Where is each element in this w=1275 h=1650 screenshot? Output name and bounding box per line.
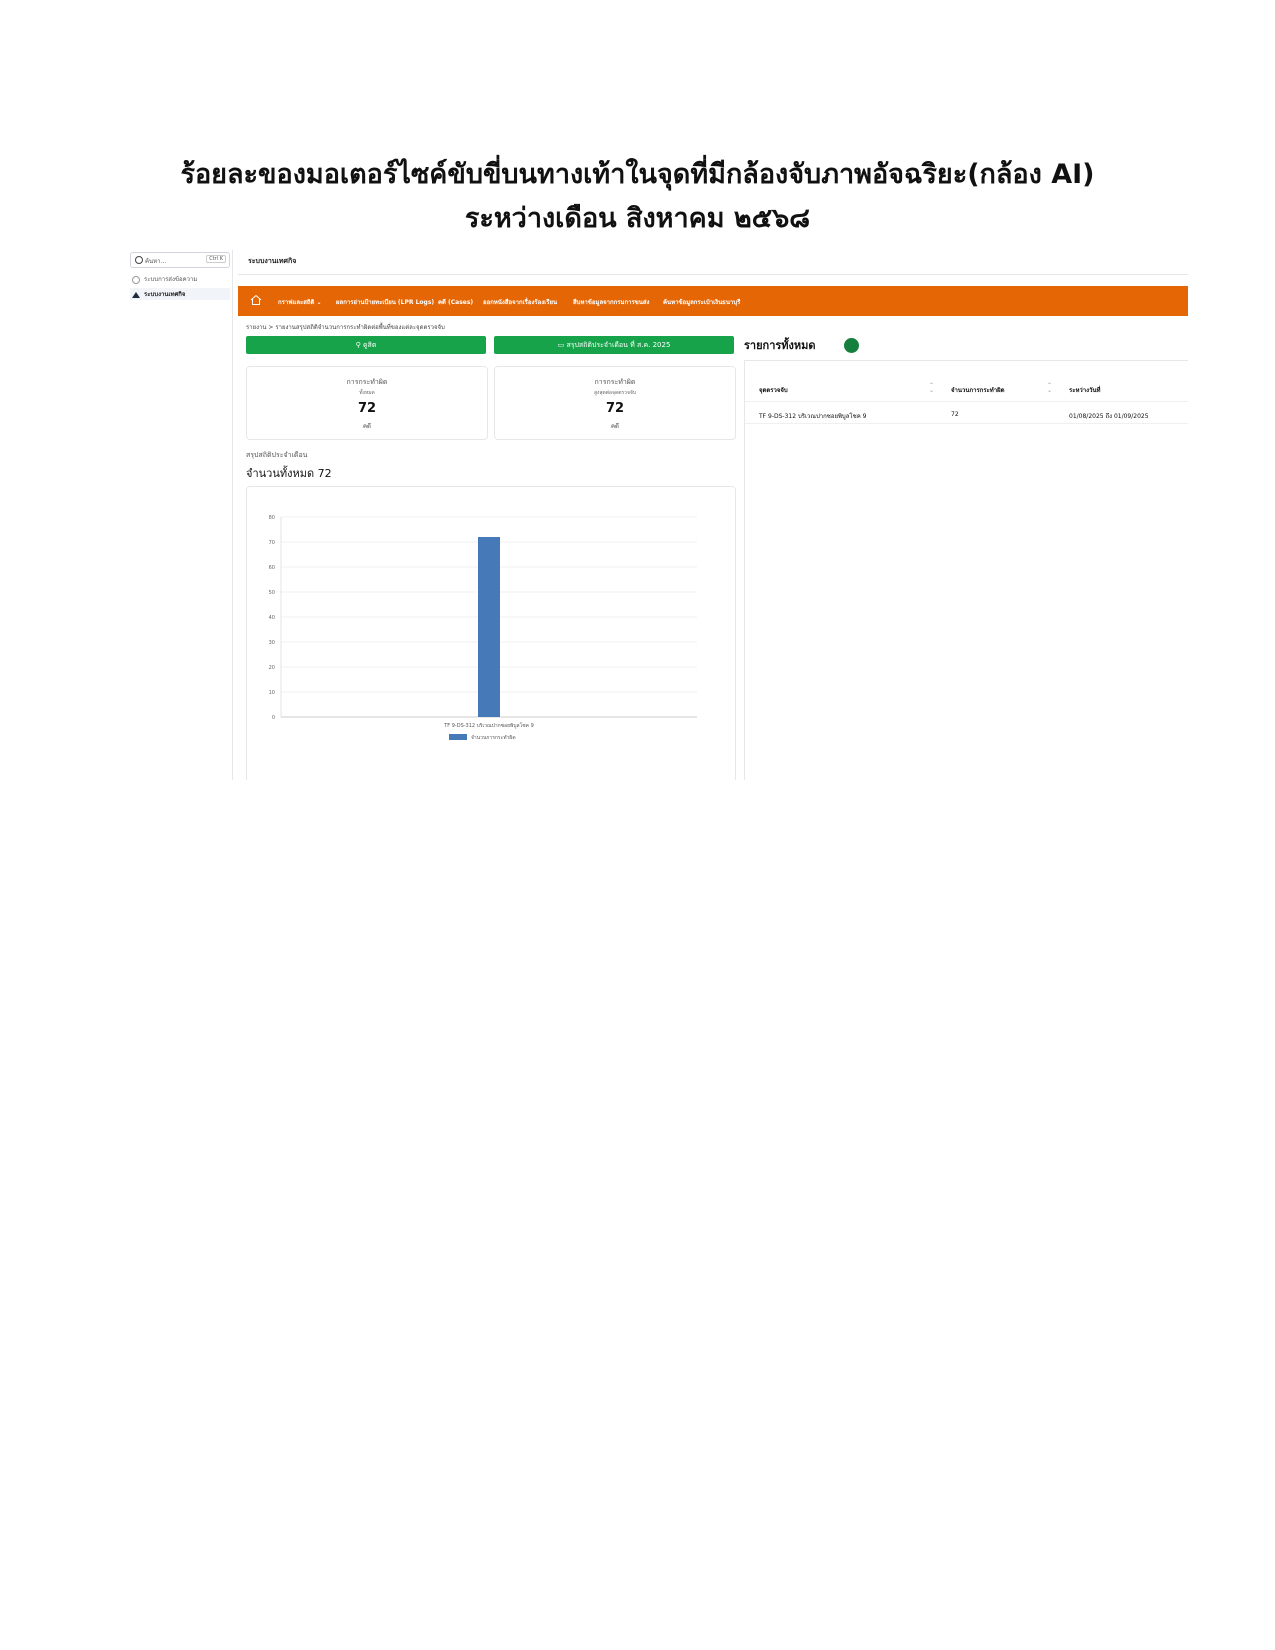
nav-item-wallet-search[interactable]: ค้นหาข้อมูลกระเป๋าเงินธนาบุรี: [663, 299, 741, 306]
stat-unit: คดี: [611, 423, 619, 430]
divider: [238, 274, 1188, 275]
nav-item-transport-lookup[interactable]: สืบหาข้อมูลจากกรมการขนส่ง: [573, 299, 650, 306]
download-icon[interactable]: [844, 338, 859, 353]
y-tick-label: 70: [268, 540, 275, 546]
list-title: รายการทั้งหมด: [744, 339, 816, 352]
bar: [478, 537, 500, 717]
sort-icon[interactable]: ⌃ ⌄: [929, 382, 935, 394]
document-subtitle: ระหว่างเดือน สิงหาคม ๒๕๖๘: [464, 203, 811, 234]
x-tick-label: TF 9-DS-312 บริเวณปากซอยพิบูลโชค 9: [444, 723, 534, 729]
search-icon: [135, 256, 143, 264]
main-content: [238, 250, 1188, 780]
records-table: [744, 360, 1188, 780]
chevron-down-icon: ⌄: [316, 299, 322, 306]
y-tick-label: 30: [268, 640, 275, 646]
legend-swatch: [449, 734, 467, 740]
document-title: ร้อยละของมอเตอร์ไซค์ขับขี่บนทางเท้าในจุดที่มีกล้องจับภาพอัจฉริยะ(กล้อง AI): [180, 159, 1095, 190]
calendar-icon: ▭: [557, 341, 565, 349]
divider: [745, 401, 1188, 402]
search-shortcut: Ctrl K: [206, 255, 226, 263]
cell-date-range: 01/08/2025 ถึง 01/09/2025: [1069, 413, 1149, 420]
sidebar-item-label: ระบบงานเทศกิจ: [144, 291, 186, 298]
home-icon[interactable]: [250, 294, 262, 306]
divider: [745, 423, 1188, 424]
stat-label: การกระทำผิด: [594, 378, 636, 386]
sidebar-item-enforcement[interactable]: [130, 288, 230, 300]
cell-checkpoint: TF 9-DS-312 บริเวณปากซอยพิบูลโชค 9: [759, 413, 867, 420]
sidebar-item-messaging[interactable]: [132, 274, 197, 284]
y-tick-label: 20: [268, 665, 275, 671]
y-tick-label: 60: [268, 565, 275, 571]
sort-icon[interactable]: ⌃ ⌄: [1047, 382, 1053, 394]
location-label: ดูสิต: [363, 341, 377, 349]
column-header-violations[interactable]: จำนวนการกระทำผิด: [951, 387, 1005, 394]
nav-item-charts[interactable]: [278, 297, 322, 307]
summary-subtitle: สรุปสถิติประจำเดือน: [246, 451, 308, 459]
stat-unit: คดี: [363, 423, 371, 430]
stat-sublabel: สูงสุดต่อจุดตรวจจับ: [594, 390, 636, 396]
stat-label: การกระทำผิด: [346, 378, 388, 386]
stat-value: 72: [605, 401, 625, 416]
y-tick-label: 0: [271, 715, 275, 721]
y-tick-label: 40: [268, 615, 275, 621]
breadcrumb: รายงาน > รายงานสรุปสถิติจำนวนการกระทำผิดต่อพื้นที่ของแต่ละจุดตรวจจับ: [246, 324, 445, 331]
nav-item-cases[interactable]: คดี (Cases): [438, 299, 474, 306]
summary-total: จำนวนทั้งหมด 72: [246, 467, 332, 480]
triangle-icon: [132, 292, 140, 298]
bar-chart: [247, 487, 735, 780]
navbar: [238, 286, 1188, 316]
stat-value: 72: [357, 401, 377, 416]
column-header-checkpoint[interactable]: จุดตรวจจับ: [759, 387, 788, 394]
search-placeholder: ค้นหา...: [145, 258, 167, 265]
search-box[interactable]: [130, 252, 230, 268]
stat-sublabel: ทั้งหมด: [359, 390, 375, 396]
legend-label: จำนวนการกระทำผิด: [471, 735, 516, 741]
app-screenshot: [128, 250, 1188, 780]
nav-item-lpr-logs[interactable]: ผลการอ่านป้ายทะเบียน (LPR Logs): [336, 299, 435, 306]
map-pin-icon: ⚲: [355, 341, 361, 349]
nav-item-label: กราฟและสถิติ: [278, 299, 315, 306]
location-filter-button[interactable]: [246, 336, 486, 354]
page-title: ระบบงานเทศกิจ: [248, 257, 297, 265]
column-header-date-range[interactable]: ระหว่างวันที่: [1069, 387, 1101, 394]
y-tick-label: 10: [268, 690, 275, 696]
monthly-summary-button[interactable]: [494, 336, 734, 354]
nav-item-complaint-letter[interactable]: ออกหนังสือจากเรื่องร้องเรียน: [483, 299, 558, 306]
stat-card-total: [246, 366, 488, 440]
sidebar: [128, 250, 233, 780]
summary-label: สรุปสถิติประจำเดือน ที่ ส.ค. 2025: [566, 341, 671, 349]
circle-icon: [132, 276, 140, 284]
y-tick-label: 50: [268, 590, 275, 596]
y-tick-label: 80: [268, 515, 275, 521]
stat-card-max: [494, 366, 736, 440]
cell-violations: 72: [951, 411, 959, 418]
sidebar-item-label: ระบบการส่งข้อความ: [144, 276, 198, 283]
bar-chart-panel: [246, 486, 736, 780]
